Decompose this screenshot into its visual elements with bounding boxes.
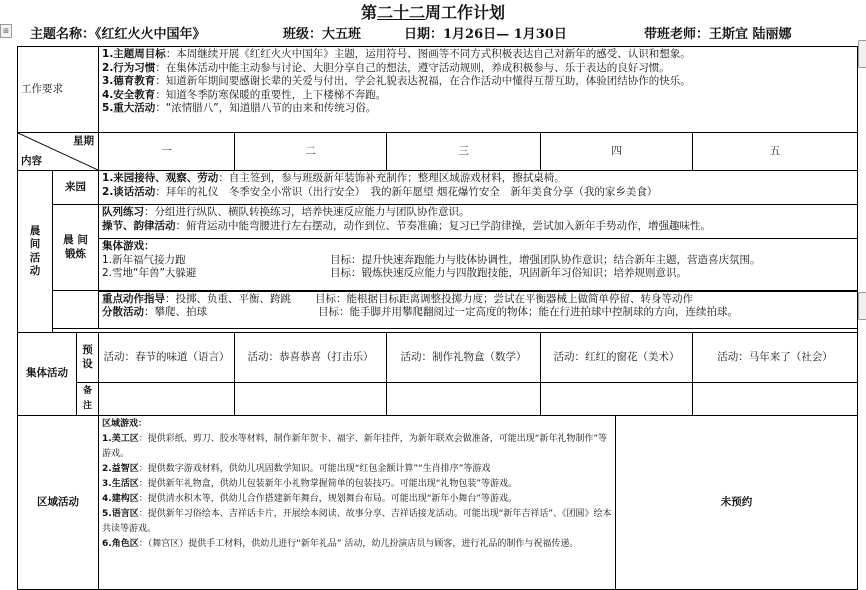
work-req-item: 3.德育教育：知道新年期间要感谢长辈的关爱与付出，学会礼貌表达祝福，在合作活动中懂得互帮互助，体验团结协作的快乐。 bbox=[102, 75, 691, 87]
area-activity-row bbox=[18, 416, 858, 590]
day-header: 五 bbox=[693, 133, 858, 171]
work-requirements-content bbox=[99, 47, 858, 133]
weekday-header-row bbox=[18, 133, 858, 171]
arrival-item: 1.来园接待、观察、劳动：自主签到，参与班级新年装饰补充制作；整理区域游戏材料，擦拭桌椅。 bbox=[102, 172, 565, 184]
week-corner-cell bbox=[18, 133, 99, 171]
work-req-item: 2.行为习惯：在集体活动中能主动参与讨论、大胆分享自己的想法，遵守活动规则，养成积极参与、乐于表达的良好习惯。 bbox=[102, 61, 670, 74]
arrival-content bbox=[99, 171, 858, 205]
notes-cell bbox=[99, 383, 235, 416]
area-games-title: 区域游戏： bbox=[102, 419, 148, 429]
activity-wednesday: 活动：制作礼物盒（数学） bbox=[387, 333, 541, 383]
page-title: 第二十二周工作计划 bbox=[360, 3, 506, 22]
rhythm-item: 操节、韵律活动：俯背运动中能弯腰进行左右摆动，动作到位、节奏准确；复习已学韵律操，尝试加入新年手势动作，增强趣味性。 bbox=[102, 219, 712, 232]
drill-item: 队列练习：分组进行纵队、横队转换练习，培养快速反应能力与团队协作意识。 bbox=[102, 206, 470, 218]
arrival-item: 2.谈话活动：拜年的礼仪 冬季安全小常识（出行安全） 我的新年愿望 烟花爆竹安全 新年美食分享（我的家乡美食） bbox=[102, 185, 658, 198]
activity-tuesday: 活动：恭喜恭喜（打击乐） bbox=[235, 333, 387, 383]
area-item: 4.建构区：提供清水积木等，供幼儿合作搭建新年舞台，规划舞台布局。可能出现“新年小舞台”等游戏。 bbox=[102, 494, 518, 504]
class-header: 班级：大五班 bbox=[283, 27, 362, 42]
preset-label: 预设 bbox=[77, 333, 99, 383]
work-requirements-label: 工作要求 bbox=[18, 47, 99, 133]
group-activity-row bbox=[18, 333, 858, 383]
arrival-label: 来园 bbox=[53, 171, 99, 205]
activity-monday: 活动：春节的味道（语言） bbox=[99, 333, 235, 383]
drill-rhythm-content bbox=[99, 205, 858, 239]
work-req-item: 1.主题周目标：本周继续开展《红红火火中国年》主题，运用符号、图画等不同方式积极表达自己对新年的感受、认识和想象。 bbox=[102, 48, 691, 60]
notes-label: 备注 bbox=[77, 383, 99, 416]
area-item: 1.美工区：提供彩纸、剪刀、胶水等材料，制作新年贺卡、福字、新年挂件，为新年联欢会做准备，可能出现“新年礼物制作”等游戏。 bbox=[102, 434, 608, 459]
area-item: 6.角色区：（舞宫区）提供手工材料，供幼儿进行“新年礼品” 活动，幼儿扮演店员与顾客，进行礼品的制作与祝福传递。 bbox=[102, 539, 579, 549]
group-games-title: 集体游戏： bbox=[102, 240, 155, 252]
notes-row bbox=[18, 383, 858, 416]
theme-header: 主题名称：《红红火火中国年》 bbox=[30, 27, 206, 42]
area-activity-content bbox=[99, 416, 616, 590]
activity-friday: 活动：马年来了（社会） bbox=[693, 333, 858, 383]
work-req-item: 4.安全教育：知道冬季防寒保暖的重要性，上下楼梯不奔跑。 bbox=[102, 88, 387, 101]
scroll-handle-middle[interactable] bbox=[858, 292, 866, 320]
group-game-item: 1.新年福气接力跑 目标：提升快速奔跑能力与肢体协调性，增强团队协作意识；结合新年主题，营造喜庆氛围。 bbox=[102, 253, 761, 266]
arrival-row bbox=[18, 171, 858, 205]
guidance-spacer bbox=[53, 291, 99, 329]
notes-cell bbox=[235, 383, 387, 416]
notes-cell bbox=[693, 383, 858, 416]
weekly-plan-table bbox=[17, 46, 858, 590]
area-activity-label: 区域活动 bbox=[18, 416, 99, 590]
work-req-item: 5.重大活动：“浓情腊八”，知道腊八节的由来和传统习俗。 bbox=[102, 102, 377, 114]
area-item: 5.语言区：提供新年习俗绘本、吉祥话卡片，开展绘本阅读、故事分享、吉祥话接龙活动。可能出现“新年吉祥话”、《团圆》绘本共读等游戏。 bbox=[102, 509, 612, 534]
free-activity-item: 分散活动：攀爬、拍球 目标：能手脚并用攀爬翻阅过一定高度的物体；能在行进拍球中控制球的方向，连续拍球。 bbox=[102, 306, 739, 318]
drill-row bbox=[18, 205, 858, 239]
area-item: 3.生活区：提供新年礼物盒，供幼儿包装新年小礼物掌握简单的包装技巧。可能出现“礼物包装”等游戏。 bbox=[102, 479, 518, 489]
group-games-row bbox=[18, 239, 858, 291]
group-games-content bbox=[99, 239, 858, 291]
teacher-header: 带班老师：王斯宜 陆丽娜 bbox=[644, 27, 792, 42]
activity-thursday: 活动：红红的窗花（美术） bbox=[541, 333, 693, 383]
area-right-note: 未预约 bbox=[616, 416, 858, 590]
notes-cell bbox=[541, 383, 693, 416]
notes-cell bbox=[387, 383, 541, 416]
morning-activity-label: 晨 间 活 动 bbox=[18, 171, 53, 333]
date-header: 日期：1月26日— 1月30日 bbox=[404, 27, 567, 42]
week-corner-bottom: 内容 bbox=[21, 154, 42, 167]
scroll-handle-top[interactable] bbox=[858, 40, 866, 68]
guidance-row bbox=[18, 291, 858, 329]
week-corner-top: 星期 bbox=[73, 135, 95, 147]
day-header: 三 bbox=[387, 133, 541, 171]
day-header: 二 bbox=[235, 133, 387, 171]
morning-exercise-label: 晨 间 锻炼 bbox=[53, 205, 99, 291]
day-header: 一 bbox=[99, 133, 235, 171]
group-activity-label: 集体活动 bbox=[18, 333, 77, 416]
area-item: 2.益智区：提供数字游戏材料，供幼儿巩固数学知识。可能出现“红包金额计算”“生肖排序”等游戏 bbox=[102, 464, 491, 474]
guidance-content bbox=[99, 291, 858, 329]
table-move-handle[interactable]: ⊞ bbox=[0, 24, 12, 38]
group-game-item: 2.雪地“年兽”大躲避 目标：锻炼快速反应能力与四散跑技能，巩固新年习俗知识；培养规则意识。 bbox=[102, 267, 688, 279]
day-header: 四 bbox=[541, 133, 693, 171]
work-requirements-row bbox=[18, 47, 858, 133]
key-guidance-item: 重点动作指导：投掷、负重、平衡、跨跳 目标：能根据目标距离调整投掷力度；尝试在平衡器械上做简单停留、转身等动作 bbox=[102, 292, 694, 305]
